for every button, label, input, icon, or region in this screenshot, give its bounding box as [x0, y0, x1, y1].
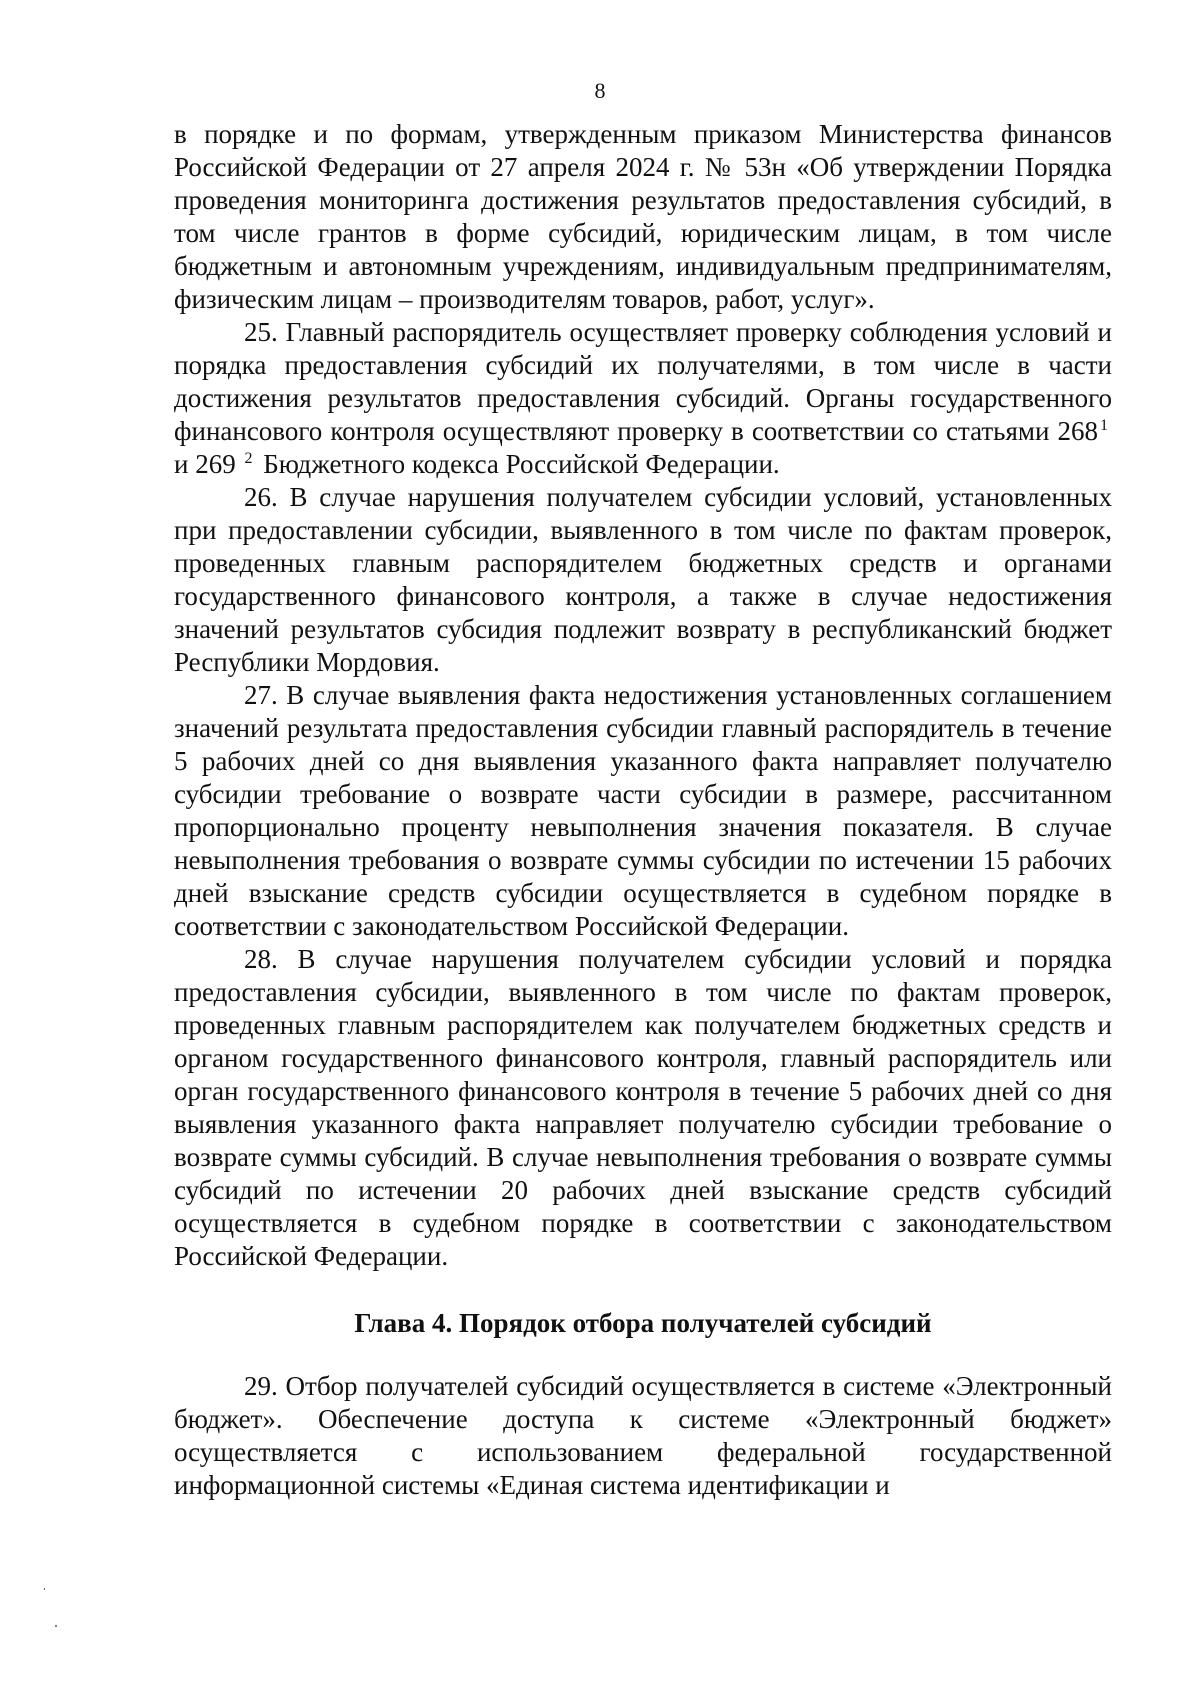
chapter-4-heading: Глава 4. Порядок отбора получателей субсидий: [354, 1308, 932, 1338]
document-body: [174, 118, 1112, 1502]
paragraph-25-text-c: Бюджетного кодекса Российской Федерации.: [256, 449, 780, 479]
paragraph-27: 27. В случае выявления факта недостижения установленных соглашением значений результата предоставления субсидии главный распорядитель в течение 5 рабочих дней со дня выявления указанного факта направляет получателю субсидии требование о возврате части субсидии в размере, рассчитанном пропорционально проценту невыполнения значения показателя. В случае невыполнения требования о возврате суммы субсидии по истечении 15 рабочих дней взыскание средств субсидии осуществляется в судебном порядке в соответствии с законодательством Российской Федерации.: [174, 680, 1112, 941]
paragraph-25-text-a: 25. Главный распорядитель осуществляет проверку соблюдения условий и порядка предоставления субсидий их получателями, в том числе в части достижения результатов предоставления субсидий. Органы государственного финансового контроля осуществляют проверку в соответствии со статьями 268: [174, 317, 1112, 446]
paragraph-29: 29. Отбор получателей субсидий осуществляется в системе «Электронный бюджет». Обеспечение доступа к системе «Электронный бюджет» осуществляется с использованием федеральной государственной информационной системы «Единая система идентификации и: [174, 1371, 1112, 1500]
scan-speck: [44, 1588, 45, 1590]
page-number: 8: [594, 78, 606, 103]
footnote-ref-268: 1: [1100, 417, 1108, 434]
paragraph-26: 26. В случае нарушения получателем субсидии условий, установленных при предоставлении субсидии, выявленного в том числе по фактам проверок, проведенных главным распорядителем бюджетных средств и органами государственного финансового контроля, а также в случае недостижения значений результатов субсидия подлежит возврату в республиканский бюджет Республики Мордовия.: [174, 482, 1112, 677]
scan-speck: [55, 1625, 57, 1627]
footnote-ref-269: 2: [244, 450, 253, 467]
paragraph-25: [174, 316, 1112, 481]
paragraph-24-continuation: в порядке и по формам, утвержденным приказом Министерства финансов Российской Федерации от 27 апреля 2024 г. № 53н «Об утверждении Порядка проведения мониторинга достижения результатов предоставления субсидий, в том числе грантов в форме субсидий, юридическим лицам, в том числе бюджетным и автономным учреждениям, индивидуальным предпринимателям, физическим лицам – производителям товаров, работ, услуг».: [174, 119, 1112, 314]
paragraph-28: 28. В случае нарушения получателем субсидии условий и порядка предоставления субсидии, выявленного в том числе по фактам проверок, проведенных главным распорядителем как получателем бюджетных средств и органом государственного финансового контроля, главный распорядитель или орган государственного финансового контроля в течение 5 рабочих дней со дня выявления указанного факта направляет получателю субсидии требование о возврате суммы субсидий. В случае невыполнения требования о возврате суммы субсидий по истечении 20 рабочих дней взыскание средств субсидий осуществляется в судебном порядке в соответствии с законодательством Российской Федерации.: [174, 944, 1112, 1271]
paragraph-25-text-b: и 269: [174, 449, 243, 479]
